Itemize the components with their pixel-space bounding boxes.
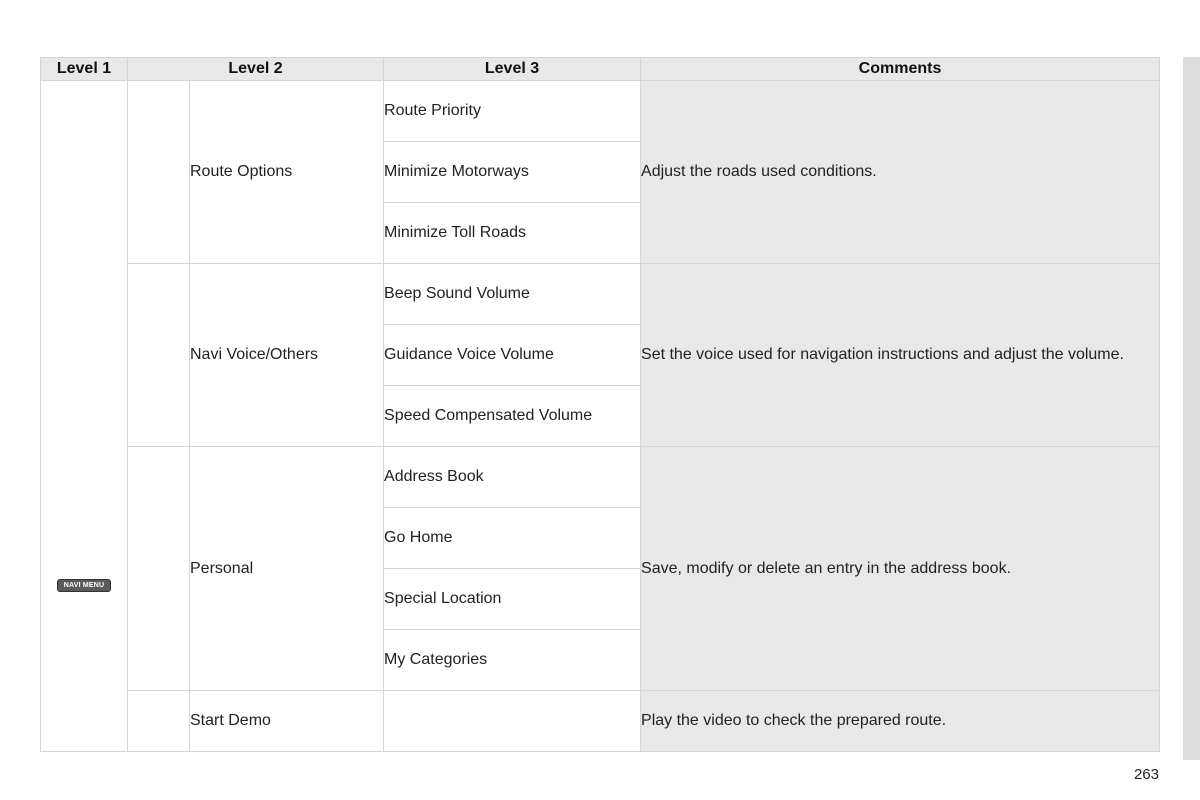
level3-cell: Route Priority	[384, 81, 641, 142]
level2-spacer	[128, 81, 190, 264]
level3-cell: Speed Compensated Volume	[384, 386, 641, 447]
level3-cell	[384, 691, 641, 752]
navi-menu-table	[40, 57, 1160, 752]
level3-cell: Minimize Motorways	[384, 142, 641, 203]
table-header-row	[41, 58, 1160, 81]
level2-spacer	[128, 447, 190, 691]
page-number: 263	[1133, 766, 1159, 783]
header-level2: Level 2	[128, 58, 384, 81]
navi-menu-button-icon: NAVI MENU	[58, 580, 111, 591]
table-row	[41, 447, 1160, 508]
level3-cell: Go Home	[384, 508, 641, 569]
level2-spacer	[128, 691, 190, 752]
table-row	[41, 691, 1160, 752]
level2-cell: Start Demo	[190, 691, 384, 752]
comment-cell: Adjust the roads used conditions.	[641, 81, 1160, 264]
level3-cell: Guidance Voice Volume	[384, 325, 641, 386]
level1-cell	[41, 81, 128, 752]
level3-cell: Special Location	[384, 569, 641, 630]
comment-cell: Save, modify or delete an entry in the address book.	[641, 447, 1160, 691]
level2-cell: Navi Voice/Others	[190, 264, 384, 447]
comment-cell: Play the video to check the prepared route.	[641, 691, 1160, 752]
header-level3: Level 3	[384, 58, 641, 81]
comment-cell: Set the voice used for navigation instructions and adjust the volume.	[641, 264, 1160, 447]
header-comments: Comments	[641, 58, 1160, 81]
level3-cell: My Categories	[384, 630, 641, 691]
level3-cell: Beep Sound Volume	[384, 264, 641, 325]
level2-spacer	[128, 264, 190, 447]
level3-cell: Address Book	[384, 447, 641, 508]
table-row	[41, 264, 1160, 325]
level2-cell: Personal	[190, 447, 384, 691]
level2-cell: Route Options	[190, 81, 384, 264]
table-row	[41, 81, 1160, 142]
header-level1: Level 1	[41, 58, 128, 81]
level3-cell: Minimize Toll Roads	[384, 203, 641, 264]
chapter-side-tab	[1183, 57, 1200, 760]
